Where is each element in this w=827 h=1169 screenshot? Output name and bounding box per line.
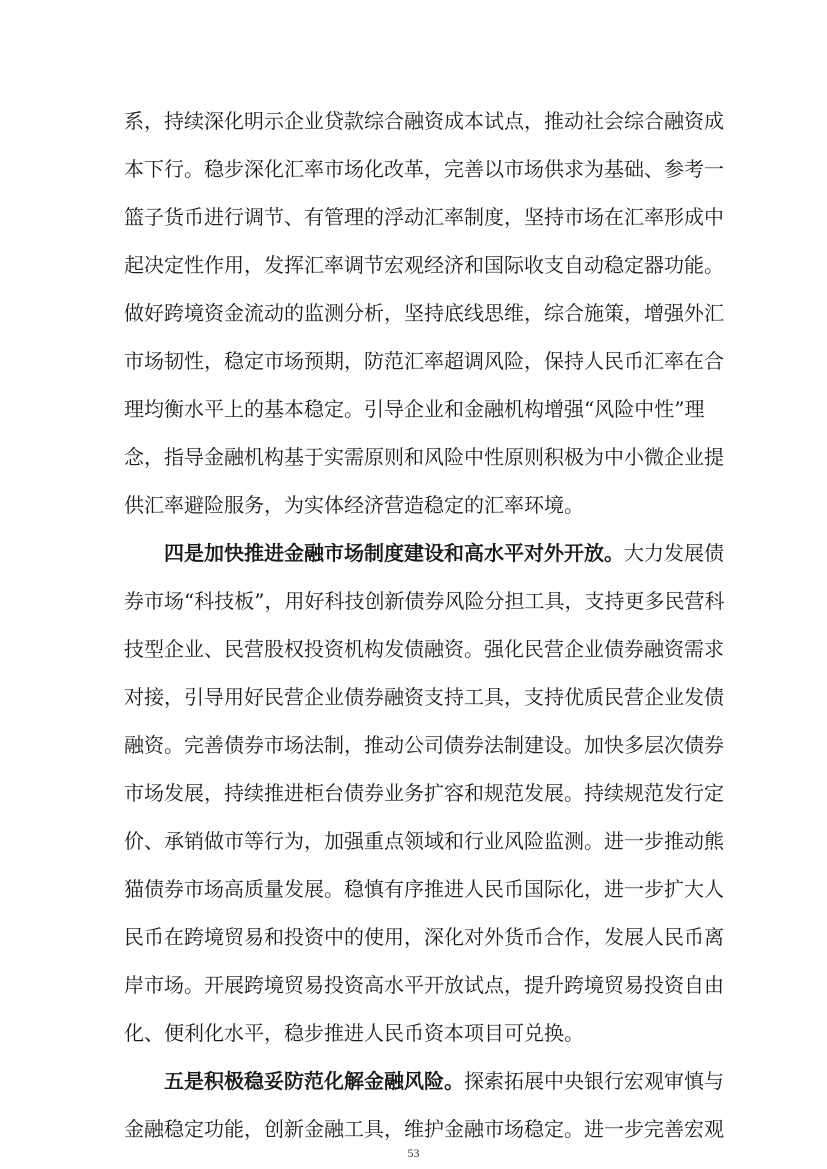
text-line: 念，指导金融机构基于实需原则和风险中性原则积极为中小微企业提 (124, 445, 724, 469)
text-line: 系，持续深化明示企业贷款综合融资成本试点，推动社会综合融资成 (124, 109, 724, 133)
paragraph-four-text: 大力发展债 (624, 541, 724, 565)
text-line: 供汇率避险服务，为实体经济营造稳定的汇率环境。 (124, 493, 584, 517)
text-line: 起决定性作用，发挥汇率调节宏观经济和国际收支自动稳定器功能。 (124, 253, 724, 277)
text-line: 做好跨境资金流动的监测分析，坚持底线思维，综合施策，增强外汇 (124, 301, 724, 325)
text-line: 技型企业、民营股权投资机构发债融资。强化民营企业债券融资需求 (124, 637, 724, 661)
text-line: 篮子货币进行调节、有管理的浮动汇率制度，坚持市场在汇率形成中 (124, 205, 724, 229)
text-line: 民币在跨境贸易和投资中的使用，深化对外货币合作，发展人民币离 (124, 925, 724, 949)
paragraph-four-first-line (164, 540, 724, 566)
text-line: 理均衡水平上的基本稳定。引导企业和金融机构增强“风险中性”理 (124, 397, 705, 421)
text-line: 金融稳定功能，创新金融工具，维护金融市场稳定。进一步完善宏观 (124, 1117, 724, 1141)
text-line: 市场韧性，稳定市场预期，防范汇率超调风险，保持人民币汇率在合 (124, 349, 724, 373)
paragraph-five-text: 探索拓展中央银行宏观审慎与 (464, 1069, 724, 1093)
text-line: 岸市场。开展跨境贸易投资高水平开放试点，提升跨境贸易投资自由 (124, 973, 724, 997)
text-line: 猫债券市场高质量发展。稳慎有序推进人民币国际化，进一步扩大人 (124, 877, 724, 901)
text-line: 融资。完善债券市场法制，推动公司债券法制建设。加快多层次债券 (124, 733, 724, 757)
text-line: 化、便利化水平，稳步推进人民币资本项目可兑换。 (124, 1021, 584, 1045)
page-number: 53 (407, 1146, 420, 1160)
text-line: 本下行。稳步深化汇率市场化改革，完善以市场供求为基础、参考一 (124, 157, 724, 181)
paragraph-four-heading: 四是加快推进金融市场制度建设和高水平对外开放。 (164, 541, 624, 565)
text-line: 券市场“科技板”，用好科技创新债券风险分担工具，支持更多民营科 (124, 589, 725, 613)
paragraph-five-heading: 五是积极稳妥防范化解金融风险。 (164, 1069, 464, 1093)
text-line: 对接，引导用好民营企业债券融资支持工具，支持优质民营企业发债 (124, 685, 724, 709)
text-line: 市场发展，持续推进柜台债券业务扩容和规范发展。持续规范发行定 (124, 781, 724, 805)
paragraph-five-first-line (164, 1068, 724, 1094)
text-line: 价、承销做市等行为，加强重点领域和行业风险监测。进一步推动熊 (124, 829, 724, 853)
